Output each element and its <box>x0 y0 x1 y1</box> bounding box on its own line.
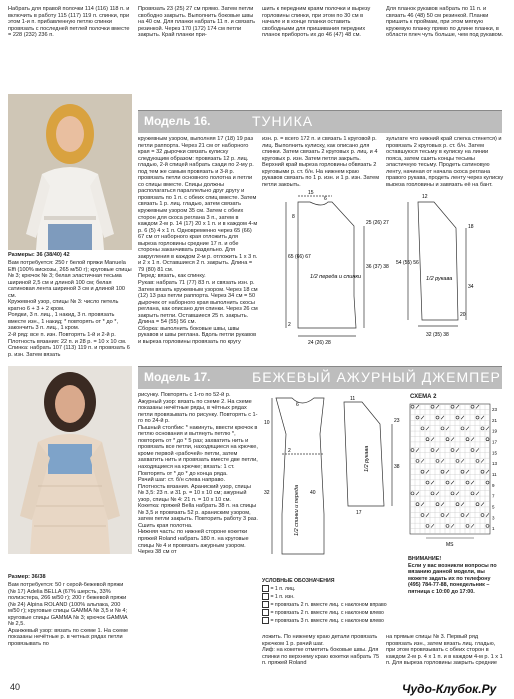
scheme-row-label: 17 <box>492 439 498 445</box>
d16-dim-1: 15 <box>308 190 314 196</box>
scheme-2-ms: MS <box>446 542 454 548</box>
d17-n4: 10 <box>264 420 270 426</box>
d17-n2: 32 <box>264 490 270 496</box>
top-col-1: Набрать для правой полочки 114 (116) 118 п. и включить в работу 115 (117) 119 п. спинки, при этом 1-и п. прибавленную петлю спинки провязать с последней петлей полочки вместе = 228 (232) 236 п. <box>8 6 130 39</box>
d17-body-label: 1/2 спинки и переда <box>294 484 300 536</box>
scheme-row-label: 3 <box>492 515 495 521</box>
top-col-2: Провязать 23 (25) 27 см прямо. Затем петли свободно закрыть. Выполнить боковые швы на 40 см. Для планки набрать 11 п. и связать резинкой. Через 170 (172) 174 см петли закрыть. Край планки при- <box>138 6 256 39</box>
model-17-col-4-bottom: на прямые спицы № 3. Первый ряд провязать изн., затем вязать лиц. гладью, при этом провязывать с обеих сторон в каждом 2-м р. 4 x 1 п. и в каждом 4-м р. 1 x 1 п. Для выреза горловины закрыть средние <box>386 634 503 667</box>
site-watermark: Чудо-Клубок.Ру <box>402 682 497 696</box>
scheme-row-label: 9 <box>492 482 495 488</box>
top-col-3: шить к передним краям полочки и вырезу горловины спинки, при этом по 30 см в начале и в конце планки оставить свободными для пришивания передних планок прибороть их до 46 (47) 48 см. <box>262 6 371 39</box>
d17-sleeve-label: 1/2 рукава <box>364 445 370 472</box>
d16-sleeve-label: 1/2 рукава <box>426 276 453 282</box>
model-17-col-3-bottom: ложить. По нижнему краю детали провязать крючком 1 р. рачий шаг. Лиф: на кокетке отметить боковые швы. Для спинки по верхнему краю кокетки набрать 75 п. пряжей Roland <box>262 634 380 667</box>
model-16-label: Модель 16. <box>144 114 211 128</box>
scheme-row-label: 1 <box>492 526 495 532</box>
legend-title: УСЛОВНЫЕ ОБОЗНАЧЕНИЯ <box>262 578 335 584</box>
model-16-col-2: кружевным узором, выполняя 17 (18) 19 раз петли раппорта. Через 21 см от наборного края = 32 дырочки связать кулиску следующим образом: провязать 12 р. лиц. гладью, 2-й спицей набрать сзади по 2-му р. под тем же самым провязать и 3-й р. провязать петли основного полотна и петли со спицы вместе. Спицы должны располагаться параллельно друг другу и провязать по 1 п. с обеих спиц вместе. Затем связать 1 р. лиц. гладью, затем связать кружевным узором 35 см. Затем с обеих сторон для скоса реглана 3 п., затем в каждом 2-м р. 14 (17) 20 x 1 п. и в каждом 4-м р. 6 (5) 4 x 1 п. Одновременно через 65 (66) 67 см от наборного края отложить для выреза горловины средние 17 п. и обе стороны заканчивать раздельно. Для закругления в каждом 2-м р. отложить 1 x 3 п. и 2 x 1 п. Оставшиеся 2 п. закрыть. Длина = 79 (80) 81 см. Перед: вязать, как спинку. Рукав: набрать 71 (77) 83 п. и связать изн. р. Затем вязать кружевным узором. Через 18 см (12) 13 раз петли раппорта. Через 34 см = 50 дырочек от наборного края выполнить скосы реглана, как описано для спинки. Через 26 см закрыть петли. Оставшиеся 25 п. закрыть. Длина = 54 (55) 56 см. Сборка: выполнить боковые швы, швы рукавов и швы реглана. Вдоль петли рукавов и выреза горловины провязать по кругу <box>138 136 258 345</box>
scheme-row-label: 13 <box>492 461 498 467</box>
d16-dim-3: 8 <box>292 214 295 220</box>
model-17-label: Модель 17. <box>144 370 211 384</box>
model-17-photo <box>8 366 132 554</box>
page-number: 40 <box>10 682 21 692</box>
d16-dim-7: 2 <box>288 322 291 328</box>
model-17-banner <box>138 366 502 389</box>
model-16-col-4: зультате что нижний край слегка стянется) и провязать 2 круговых р. ст. б/н. Затем оставшуюся тесьму в кулиску на линии пояса, затем сшить концы тесьмы эластичную тесьму. Продеть сатиновую ленту, начиная от начала скоса реглана правого рукава, продеть ленту через кулиску выреза горловины и завязать её на бант. <box>386 136 504 186</box>
d17-n6: 11 <box>350 396 356 402</box>
top-col-4: Для планок рукавов набрать по 11 п. и связать 46 (48) 50 см резинкой. Планки пришить к проймам, при этом мягкую кружевую планку прямо по длине планки, в области плеч чуть больше, чем под рукавом. <box>386 6 504 39</box>
model-16-photo <box>8 94 132 250</box>
d17-n3: 40 <box>310 490 316 496</box>
legend-item: = 1 п. лиц. <box>262 585 402 593</box>
d17-n8: 17 <box>356 510 362 516</box>
scheme-row-label: 19 <box>492 428 498 434</box>
legend-item: = провязать 2 п. вместе лиц. с наклоном влево <box>262 609 402 617</box>
d16-dim-2: 6 <box>324 196 327 202</box>
d16-dim-6: 36 (37) 38 <box>366 264 389 270</box>
d16-s2: 34 <box>468 284 474 290</box>
scheme-row-label: 21 <box>492 417 498 423</box>
notice-title: ВНИМАНИЕ! <box>408 556 442 562</box>
legend-item: = провязать 3 п. вместе лиц. с наклоном влево <box>262 617 402 625</box>
model-16-pattern-diagram <box>262 188 504 360</box>
scheme-2-chart <box>408 402 504 552</box>
scheme-row-label: 11 <box>492 471 497 477</box>
model-17-col-2: рисунку. Повторять с 1-го по 52-й р. Ажурный узор: вязать по схеме 2. На схеме показаны нечётные ряды, в чётных рядах петли провязывать по рисунку. Повторять с 1-го по 24-й р. Пышный столбик: * накинуть, ввести крючок в петлю основания и вытянуть петлю *, повторить от * до * 5 раз; захватить нить и провязать все петли, находящиеся на крючке, кроме первой «рабочей» петли, затем захватить нить и провязать вместе две петли, находящиеся на крючке; вязать: 1 ст. Повторять от * до * до конца ряда. Рачий шаг: ст. б/н слева направо. Плотность вязания. Араниский узор, спицы № 3,5: 23 п. и 31 р. = 10 х 10 см; ажурный узор, спицы № 4: 21 п. = 10 х 10 см. Кокетка: пряжей Bella набрать 38 п. на спицы № 3,5 и провязать 52 р. араниским узором, затем петли закрыть. Повторить работу 3 раз. Сшить края полотна. Нижняя часть: по нижней стороне кокетки пряжей Roland набрать 180 п. на круговые спицы № 4 и провязать ажурным узором. Через 38 см от <box>138 392 258 556</box>
legend-item: = провязать 2 п. вместе лиц. с наклоном вправо <box>262 601 402 609</box>
d17-n9: 23 <box>394 418 400 424</box>
d17-n7: 38 <box>394 464 400 470</box>
d17-n1: 6 <box>296 402 299 408</box>
scheme-row-label: 7 <box>492 493 495 499</box>
scheme-row-label: 15 <box>492 450 498 456</box>
scheme-row-label: 23 <box>492 406 498 412</box>
model-17-title: БЕЖЕВЫЙ АЖУРНЫЙ ДЖЕМПЕР <box>252 369 501 385</box>
scheme-row-label: 5 <box>492 504 495 510</box>
d16-dim-5: 65 (66) 67 <box>288 254 311 260</box>
d16-s3: 18 <box>468 224 474 230</box>
d16-dim-4: 25 (26) 27 <box>366 220 389 226</box>
model-16-title: ТУНИКА <box>252 113 314 129</box>
model-16-col-3: изн. р. = всего 172 п. и связать 1 круговой р. лиц. Выполнить кулиску, как описано для спинки. Затем связать 2 круговых р. лиц. и 4 круговых р. изн. Затем петли закрыть. Верхний край выреза горловины обвязать 2 круговыми р. ст. б/н. На нижнем краю рукавов связать по 1 р. изн. и 1 р. изн. Затем петли закрыть. <box>262 136 380 186</box>
model-16-left-text: Вам потребуется: 250 г белой пряжи Manuela Effi (100% вискозы, 265 м/50 г); круговые спицы № 3; крючок № 3; белая эластичная тесьма шириной 2,5 см и длиной 100 см; белая сатиновая лента шириной 3 см и длиной 100 см. Кружевной узор, спицы № 3: число петель кратно 6 + 3 + 2 кром. Роядки, 3 п. лиц., 1 накид, 3 п. провязать вместе изн., 1 накид; * повторять от * до *, закончить 3 п. лиц., 1 кром. 2-й ряд: все п. изн. Повторять 1-й и 2-й р. Плотность вязания: 22 п. и 28 р. = 10 х 10 см. Спинка: набрать 107 (113) 119 п. и провязать 6 р. изн. Затем вязать <box>8 260 132 358</box>
notice-text: Если у вас возникли вопросы по вязанию данной модели, вы можете задать их по телефону (495) 784-77-88, понедельник – пятница с 10:00 до 17:00. <box>408 562 497 595</box>
d16-s6: 20 <box>460 312 466 318</box>
model-17-left-text: Вам потребуется: 50 г серой-бежевой пряжи (№ 17) Adelia BELLA (67% шерсть, 33% полиэстера, 266 м/50 г); 200 г бежевой пряжи (№ 24) Alpina ROLAND (100% альпака, 200 м/50 г); круговые спицы GAMMA № 3,5 и № 4; круговые спицы GAMMA № 3; крючок GAMMA № 2,5. Аранжевый узор: вязать по схеме 1. На схеме показаны нечётные р. в четных рядах петли провязывать по <box>8 582 129 647</box>
legend-item: = 1 п. изн. <box>262 593 402 601</box>
notice-box <box>408 556 504 628</box>
d16-s1: 54 (55) 56 <box>396 260 419 266</box>
model-17-pattern-diagram <box>262 394 402 574</box>
scheme-2-title: СХЕМА 2 <box>410 394 437 400</box>
d16-s5: 32 (35) 38 <box>426 332 449 338</box>
model-17-sizes: Размер: 36/38 <box>8 574 46 580</box>
d17-n5: 2 <box>288 448 291 454</box>
d16-front-label: 1/2 переда и спинки <box>310 274 362 280</box>
d16-s4: 12 <box>422 194 428 200</box>
model-16-banner <box>138 110 502 133</box>
d16-dim-8: 24 (26) 28 <box>308 340 331 346</box>
legend <box>262 578 402 628</box>
model-16-sizes: Размеры: 36 (38/40) 42 <box>8 252 70 258</box>
